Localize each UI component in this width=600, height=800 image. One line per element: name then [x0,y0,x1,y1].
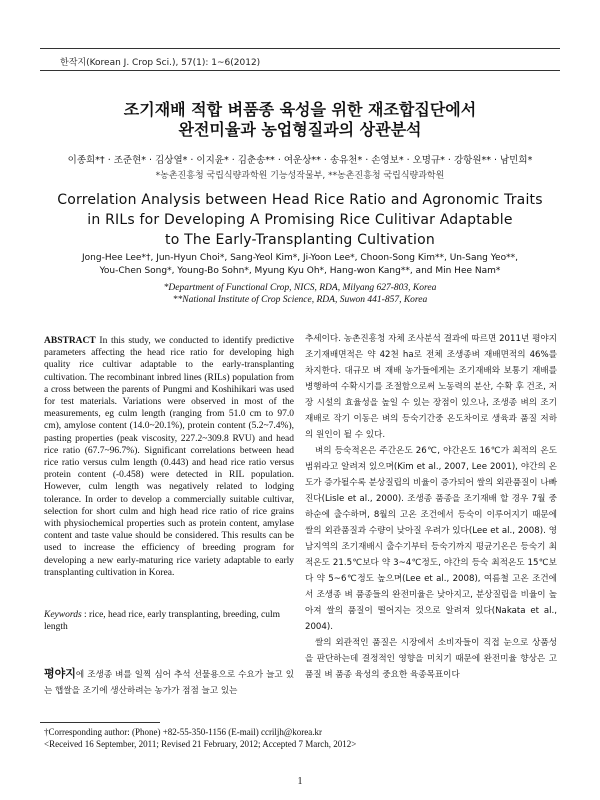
english-title-line-1: Correlation Analysis between Head Rice Ratio and Agronomic Traits [57,192,543,208]
english-authors [30,252,570,278]
english-authors-line-1: Jong-Hee Lee*†, Jun-Hyun Choi*, Sang-Yeol Kim*, Ji-Yoon Lee*, Choon-Song Kim**, Un-Sang Yeo**, [82,253,518,263]
journal-citation: 한작지(Korean J. Crop Sci.), 57(1): 1~6(2012) [60,58,261,68]
footnote [44,726,556,750]
body-paragraph-1: 추세이다. 농촌진흥청 자체 조사분석 결과에 따르면 2011년 평야지 조기재배면적은 약 42천 ha로 전체 조생종벼 재배면적의 46%를 차지한다. 대규모 벼 재배 농가들에게는 조기재배와 보통기 재배를 병행하여 수확시기를 조절함으로써 노동력의 분산, 수확 후 건조, 저장 시설의 효율성을 높일 수 있는 장점이 있으나, 조생종 벼의 조기재배로 작기 이동은 벼의 등숙기간중 온도차이로 생육과 품질 저하의 원인이 될 수 있다. [305,334,557,440]
introduction-text: 에 조생종 벼를 일찍 심어 추석 선물용으로 수요가 늘고 있는 햅쌀을 조기에 생산하려는 농가가 점점 늘고 있는 [44,670,294,696]
english-title-line-2: in RILs for Developing A Promising Rice Culitivar Adaptable [87,212,513,228]
korean-title [40,100,560,140]
abstract-text: In this study, we conducted to identify predictive parameters affecting the head rice ratio for developing high quality rice cultivar adaptable to the early-transplanting cultivation. The recombinant inbred lines (RILs) population from a cross between the parents of Pungmi and Koshihikari was used for test materials. Variations were observed in most of the measurements, eg culm length (ranging from 51.0 cm to 97.0 cm), amylose content (14.0~20.1%), protein content (5.2~7.4%), pasting properties (peak viscosity, 227.2~309.8 RVU) and head rice ratio (67.7~96.7%). Significant correlations between head rice ratio versus culm length (0.443) and head rice ratio versus protein content (-0.458) were detected in RIL population. However, culm length was negatively related to lodging tolerance. In order to develop a commercially suitable cultivar, selection for short culm and high head rice ratio of rice grains with physiochemical properties such as protein content, amylase content and taste value should be considered. This results can be used to increase the efficiency of breeding program for developing a new early-maturing rice variety adaptable to early transplanting cultivation in Korea. [44,336,294,578]
korean-title-line-2: 완전미율과 농업형질과의 상관분석 [178,120,422,139]
keywords-text: : rice, head rice, early transplanting, breeding, culm length [44,610,281,633]
received-dates: <Received 16 September, 2011; Revised 21 February, 2012; Accepted 7 March, 2012> [44,739,357,749]
korean-title-line-1: 조기재배 적합 벼품종 육성을 위한 재조합집단에서 [123,100,477,119]
english-title [30,190,570,250]
introduction-lead-word: 평야지 [44,667,76,680]
footnote-rule [40,722,160,723]
korean-affiliation: *농촌진흥청 국립식량과학원 기능성작물부, **농촌진흥청 국립식량과학원 [155,171,445,181]
body-paragraph-3: 쌀의 외관적인 품질은 시장에서 소비자들이 직접 눈으로 상품성을 판단하는데 결정적인 영향을 미치기 때문에 완전미율 향상은 고품질 벼 품종 육성의 중요한 육종목표이다 [305,638,557,680]
english-affiliation-line-2: **National Institute of Crop Science, RDA, Suwon 441-857, Korea [172,295,428,305]
english-title-line-3: to The Early-Transplanting Cultivation [165,232,435,248]
abstract [44,335,294,579]
header-rule-bottom [40,70,560,71]
corresponding-author: †Corresponding author: (Phone) +82-55-350-1156 (E-mail) ccriljh@korea.kr [44,727,322,737]
abstract-label: ABSTRACT [44,336,96,346]
keywords [44,609,294,633]
keywords-label: Keywords [44,610,82,620]
body-paragraph-2: 벼의 등숙적온은 주간온도 26℃, 야간온도 16℃가 최적의 온도범위라고 알려져 있으며(Kim et al., 2007, Lee 2001), 야간의 온도가 증가될수록 분상질립의 비율이 증가되어 쌀의 외관품질이 나빠진다(Lisle et al., 2000). 조생종 품종을 조기재배 할 경우 7월 중하순에 출수하며, 8월의 고온 조건에서 등숙이 이루어지기 때문에 쌀의 외관품질과 수량이 낮아질 우려가 있다(Lee et al., 2008). 영남지역의 조기재배시 출수기부터 등숙기까지 평균기온은 등숙기 최적온도 21.5℃보다 약 3~4℃정도, 야간의 등숙 최적온도 15℃보다 약 5~6℃정도 높으며(Lee et al., 2008), 여름철 고온 조건에서 조생종 벼 품종들의 완전미율은 낮아지고, 분상질립을 비율이 높아져 쌀의 품질이 떨어지는 것으로 알려져 있다(Nakata et al., 2004). [305,446,557,632]
korean-authors: 이종희*† · 조준현* · 김상열* · 이지윤* · 김춘송** · 여운상** · 송유천* · 손영보* · 오명규* · 강항원** · 남민희* [67,155,533,166]
english-affiliation-line-1: *Department of Functional Crop, NICS, RDA, Milyang 627-803, Korea [163,283,437,293]
english-authors-line-2: You-Chen Song*, Young-Bo Sohn*, Myung Kyu Oh*, Hang-won Kang**, and Min Hee Nam* [99,266,501,276]
body-right-column [305,331,557,683]
header-rule-top [40,48,560,49]
introduction [44,666,294,699]
english-affiliation [30,282,570,306]
page-number: 1 [297,776,303,787]
